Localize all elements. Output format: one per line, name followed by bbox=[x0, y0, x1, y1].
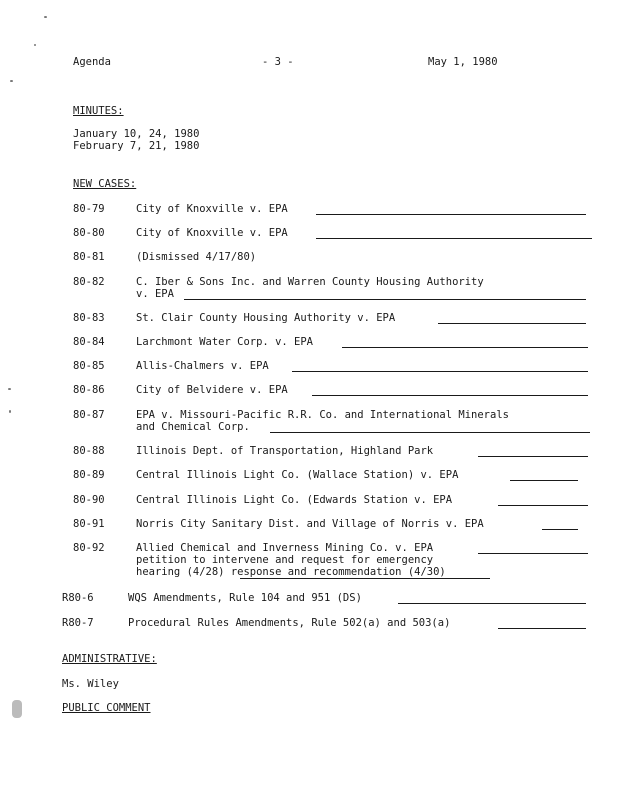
signature-line bbox=[498, 505, 588, 506]
signature-line bbox=[312, 395, 588, 396]
administrative-heading: ADMINISTRATIVE: bbox=[62, 653, 157, 665]
case-number: 80-83 bbox=[73, 312, 105, 324]
header-left: Agenda bbox=[73, 56, 111, 68]
case-title: (Dismissed 4/17/80) bbox=[136, 251, 257, 263]
minutes-line: February 7, 21, 1980 bbox=[73, 140, 200, 152]
case-title: Norris City Sanitary Dist. and Village of Norris v. EPA bbox=[136, 518, 484, 530]
scan-speck bbox=[34, 44, 36, 46]
signature-line bbox=[498, 628, 586, 629]
case-title: and Chemical Corp. bbox=[136, 421, 250, 433]
case-number: 80-87 bbox=[73, 409, 105, 421]
signature-line bbox=[316, 214, 586, 215]
new-cases-heading: NEW CASES: bbox=[73, 178, 137, 190]
regulatory-number: R80-6 bbox=[62, 592, 94, 604]
page-number: - 3 - bbox=[262, 56, 294, 68]
case-number: 80-79 bbox=[73, 203, 105, 215]
signature-line bbox=[184, 299, 586, 300]
case-title: Allis-Chalmers v. EPA bbox=[136, 360, 269, 372]
case-title: St. Clair County Housing Authority v. EPA bbox=[136, 312, 396, 324]
public-comment-heading: PUBLIC COMMENT bbox=[62, 702, 151, 714]
case-title: City of Knoxville v. EPA bbox=[136, 227, 288, 239]
case-number: 80-80 bbox=[73, 227, 105, 239]
case-title: Larchmont Water Corp. v. EPA bbox=[136, 336, 314, 348]
scan-speck bbox=[12, 700, 22, 718]
case-title: Illinois Dept. of Transportation, Highland Park bbox=[136, 445, 434, 457]
case-number: 80-92 bbox=[73, 542, 105, 554]
regulatory-title: Procedural Rules Amendments, Rule 502(a) and 503(a) bbox=[128, 617, 451, 629]
signature-line bbox=[542, 529, 578, 530]
case-number: 80-86 bbox=[73, 384, 105, 396]
minutes-line: January 10, 24, 1980 bbox=[73, 128, 200, 140]
administrative-item: Ms. Wiley bbox=[62, 678, 119, 690]
signature-line bbox=[438, 323, 586, 324]
scan-speck bbox=[8, 388, 11, 390]
case-number: 80-89 bbox=[73, 469, 105, 481]
case-number: 80-91 bbox=[73, 518, 105, 530]
case-number: 80-81 bbox=[73, 251, 105, 263]
case-number: 80-90 bbox=[73, 494, 105, 506]
case-title: City of Knoxville v. EPA bbox=[136, 203, 288, 215]
signature-line bbox=[240, 578, 490, 579]
scan-speck bbox=[44, 16, 47, 18]
header-date: May 1, 1980 bbox=[428, 56, 498, 68]
regulatory-title: WQS Amendments, Rule 104 and 951 (DS) bbox=[128, 592, 362, 604]
scan-speck bbox=[10, 80, 13, 82]
case-title: C. Iber & Sons Inc. and Warren County Housing Authority bbox=[136, 276, 484, 288]
case-number: 80-88 bbox=[73, 445, 105, 457]
case-title: Central Illinois Light Co. (Edwards Station v. EPA bbox=[136, 494, 453, 506]
signature-line bbox=[342, 347, 588, 348]
signature-line bbox=[478, 456, 588, 457]
case-number: 80-85 bbox=[73, 360, 105, 372]
minutes-heading: MINUTES: bbox=[73, 105, 124, 117]
signature-line bbox=[316, 238, 592, 239]
regulatory-number: R80-7 bbox=[62, 617, 94, 629]
case-title: Central Illinois Light Co. (Wallace Station) v. EPA bbox=[136, 469, 459, 481]
case-title: EPA v. Missouri-Pacific R.R. Co. and International Minerals bbox=[136, 409, 509, 421]
case-title: hearing (4/28) response and recommendation (4/30) bbox=[136, 566, 446, 578]
case-number: 80-82 bbox=[73, 276, 105, 288]
signature-line bbox=[292, 371, 588, 372]
scan-speck bbox=[9, 410, 11, 413]
signature-line bbox=[270, 432, 590, 433]
signature-line bbox=[478, 553, 588, 554]
case-number: 80-84 bbox=[73, 336, 105, 348]
case-title: City of Belvidere v. EPA bbox=[136, 384, 288, 396]
case-title: petition to intervene and request for emergency bbox=[136, 554, 434, 566]
signature-line bbox=[398, 603, 586, 604]
case-title: v. EPA bbox=[136, 288, 174, 300]
case-title: Allied Chemical and Inverness Mining Co. v. EPA bbox=[136, 542, 434, 554]
signature-line bbox=[510, 480, 578, 481]
